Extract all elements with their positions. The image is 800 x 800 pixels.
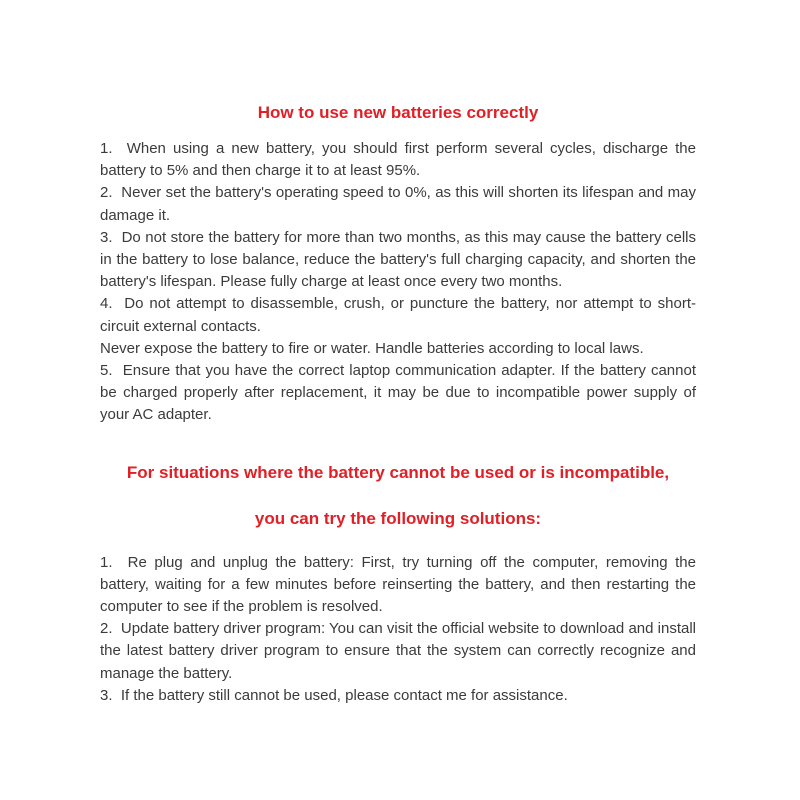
solution-item-2: 2. Update battery driver program: You can visit the official website to download and install the latest battery driver program to ensure that the system can correctly recognize and manage the battery.: [100, 620, 701, 682]
usage-item-5: 5. Ensure that you have the correct laptop communication adapter. If the battery cannot be charged properly after replacement, it may be due to incompatible power supply of your AC adapter.: [100, 362, 701, 424]
solutions-section-title-line1: For situations where the battery cannot be used or is incompatible,: [126, 462, 670, 482]
document-content: [100, 103, 701, 707]
usage-item-2: 2. Never set the battery's operating speed to 0%, as this will shorten its lifespan and may damage it.: [100, 184, 701, 224]
usage-item-3: 3. Do not store the battery for more than two months, as this may cause the battery cells in the battery to lose balance, reduce the battery's full charging capacity, and shorten the battery's lifespan. Please fully charge at least once every two months.: [100, 228, 701, 291]
solution-item-1: 1. Re plug and unplug the battery: First, try turning off the computer, removing the battery, waiting for a few minutes before reinserting the battery, and then restarting the computer to see if the problem is resolved.: [100, 553, 701, 616]
solutions-section-title-line2: you can try the following solutions:: [254, 508, 542, 528]
usage-item-4: 4. Do not attempt to disassemble, crush, or puncture the battery, nor attempt to short-circuit external contacts.: [100, 295, 696, 335]
usage-item-1: 1. When using a new battery, you should first perform several cycles, discharge the battery to 5% and then charge it to at least 95%.: [100, 140, 701, 180]
usage-item-fire-water-note: Never expose the battery to fire or water. Handle batteries according to local laws.: [100, 339, 644, 357]
solution-item-3: 3. If the battery still cannot be used, please contact me for assistance.: [100, 686, 568, 704]
usage-section-title: How to use new batteries correctly: [257, 103, 539, 122]
